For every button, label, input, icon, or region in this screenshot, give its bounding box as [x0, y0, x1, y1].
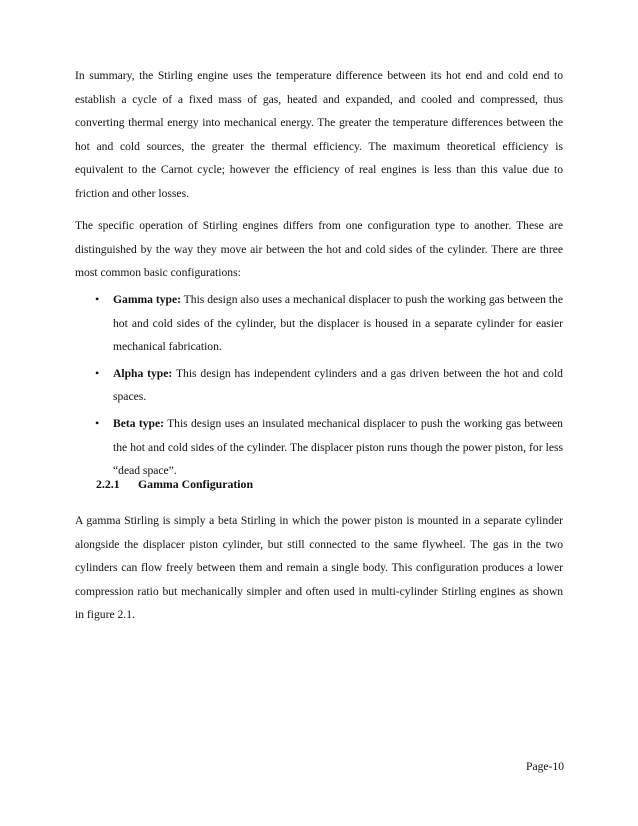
- bullet-item-gamma: [93, 288, 563, 359]
- page-number: Page-10: [526, 760, 564, 773]
- section-number: 2.2.1: [96, 477, 120, 491]
- section-heading: [96, 474, 556, 494]
- bullet-icon: •: [95, 292, 100, 306]
- bullet-icon: •: [95, 415, 100, 430]
- bullet-term: Gamma type:: [113, 293, 181, 306]
- bullet-text: This design has independent cylinders and a gas driven between the hot and cold spaces.: [113, 366, 563, 404]
- section-title: Gamma Configuration: [138, 477, 254, 491]
- bullet-term: Beta type:: [113, 416, 164, 430]
- bullet-term: Alpha type:: [113, 366, 173, 380]
- summary-paragraph: In summary, the Stirling engine uses the temperature difference between its hot end and cold end to establish a cycle of a fixed mass of gas, heated and expanded, and cooled and compressed, thus converting thermal energy into mechanical energy. The greater the temperature differences between the hot and cold sources, the greater the thermal efficiency. The maximum theoretical efficiency is equivalent to the Carnot cycle; however the efficiency of real engines is less than this value due to friction and other losses.: [75, 69, 563, 200]
- configurations-intro-paragraph: The specific operation of Stirling engines differs from one configuration type to another. These are distinguished by the way they move air between the hot and cold sides of the cylinder. There are three most common basic configurations:: [75, 219, 563, 280]
- bullet-icon: •: [95, 365, 100, 380]
- bullet-text: This design also uses a mechanical displacer to push the working gas between the hot and cold sides of the cylinder, but the displacer is housed in a separate cylinder for easier mechanical fabrication.: [113, 293, 563, 354]
- bullet-text: This design uses an insulated mechanical displacer to push the working gas between the hot and cold sides of the cylinder. The displacer piston runs though the power piston, for less “dead space”.: [113, 416, 563, 478]
- configuration-bullet-list: [93, 288, 563, 486]
- bullet-item-beta: [93, 412, 563, 483]
- bullet-item-alpha: [93, 362, 563, 409]
- gamma-configuration-paragraph: A gamma Stirling is simply a beta Stirling in which the power piston is mounted in a separate cylinder alongside the displacer piston cylinder, but still connected to the same flywheel. The gas in the two cylinders can flow freely between them and remain a single body. This configuration produces a lower compression ratio but mechanically simpler and often used in multi-cylinder Stirling engines as shown in figure 2.1.: [75, 514, 563, 622]
